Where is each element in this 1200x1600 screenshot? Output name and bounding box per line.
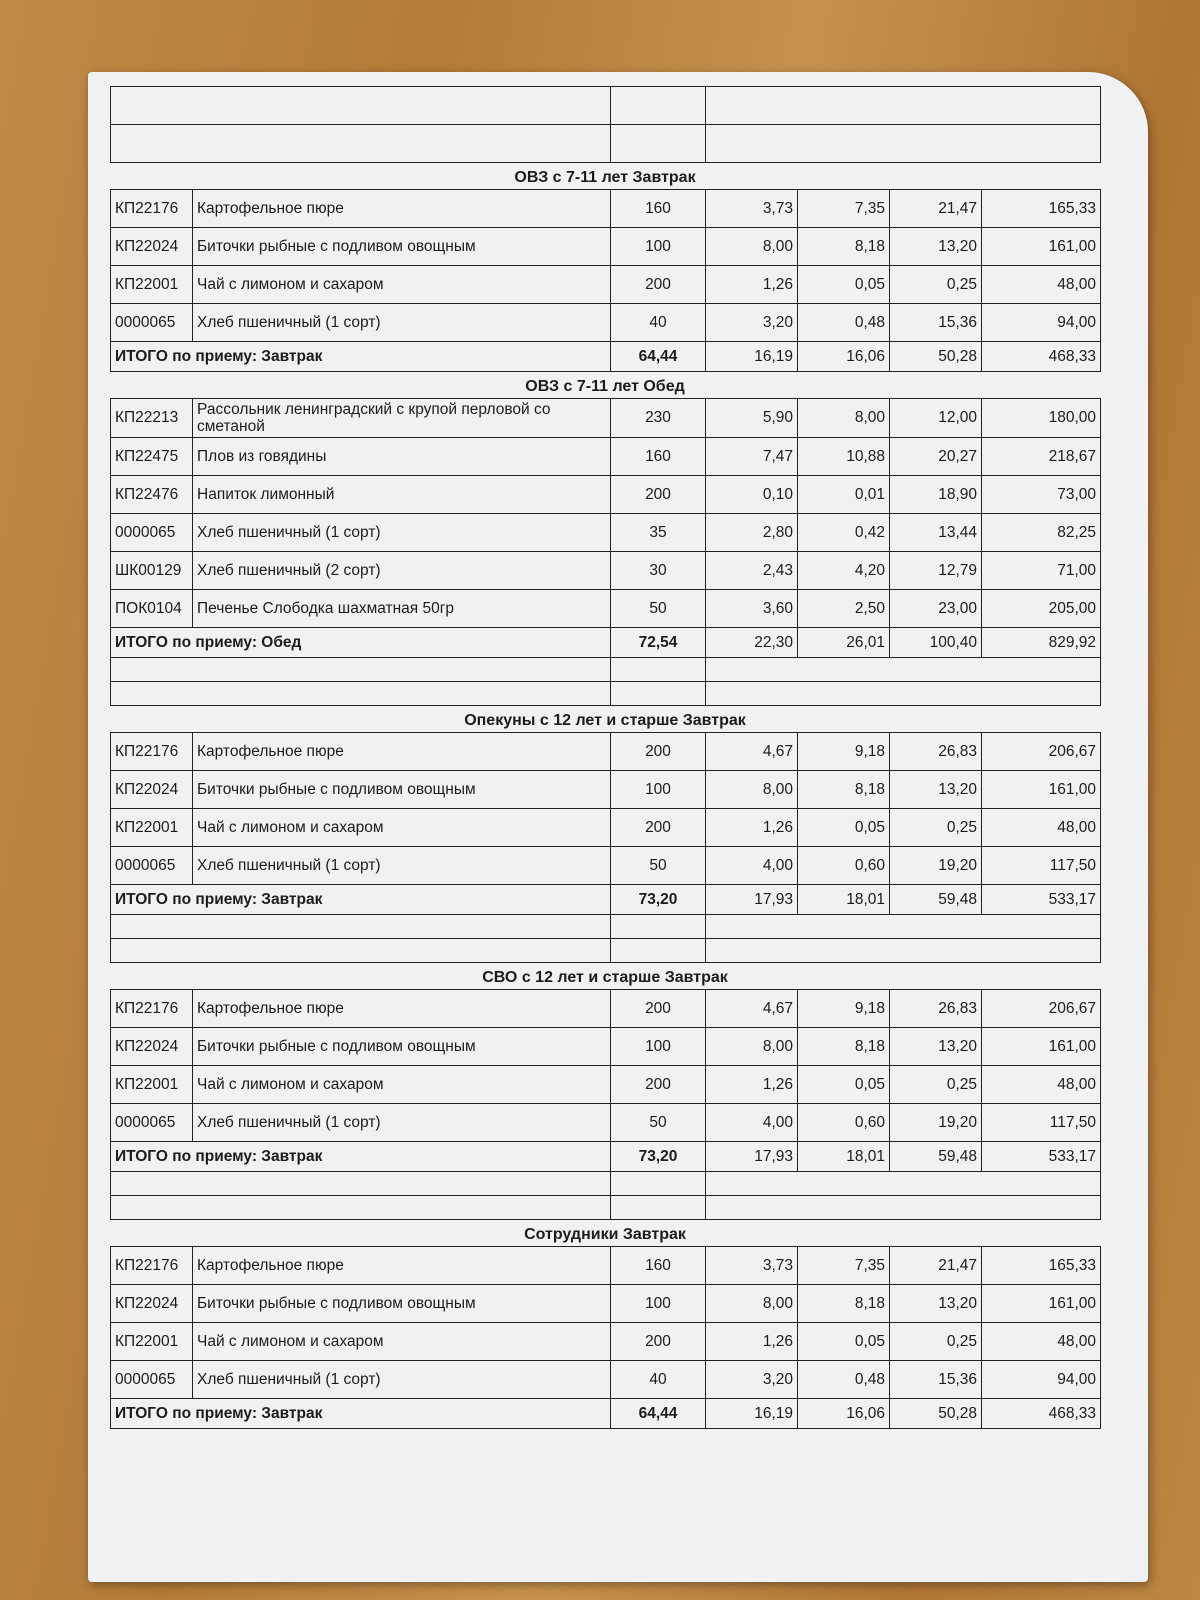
empty-cell	[111, 915, 611, 939]
table-row	[111, 552, 1101, 590]
total-label: ИТОГО по приему: Завтрак	[111, 342, 611, 372]
fat-value: 8,18	[798, 1028, 890, 1066]
dish-name: Напиток лимонный	[193, 476, 611, 514]
empty-cell	[706, 125, 1101, 163]
table-row	[111, 1285, 1101, 1323]
fat-value: 0,48	[798, 1361, 890, 1399]
dish-code: КП22001	[111, 266, 193, 304]
protein-value: 4,67	[706, 990, 798, 1028]
top-empty-table	[110, 86, 1101, 163]
dish-code: 0000065	[111, 1104, 193, 1142]
empty-cell	[611, 915, 706, 939]
dish-yield: 200	[611, 1323, 706, 1361]
empty-cell	[111, 1172, 611, 1196]
total-label: ИТОГО по приему: Обед	[111, 628, 611, 658]
carbs-value: 0,25	[890, 1323, 982, 1361]
dish-yield: 100	[611, 1028, 706, 1066]
energy-value: 82,25	[982, 514, 1101, 552]
fat-value: 0,05	[798, 1323, 890, 1361]
protein-value: 3,73	[706, 1247, 798, 1285]
table-row	[111, 809, 1101, 847]
empty-cell	[706, 87, 1101, 125]
dish-name: Хлеб пшеничный (2 сорт)	[193, 552, 611, 590]
dish-code: КП22176	[111, 733, 193, 771]
dish-code: КП22001	[111, 1323, 193, 1361]
empty-cell	[111, 125, 611, 163]
total-energy: 533,17	[982, 1142, 1101, 1172]
table-row	[111, 1104, 1101, 1142]
dish-yield: 200	[611, 266, 706, 304]
section-title: СВО с 12 лет и старше Завтрак	[482, 969, 728, 986]
empty-cell	[111, 939, 611, 963]
carbs-value: 13,20	[890, 771, 982, 809]
empty-cell	[611, 87, 706, 125]
dish-code: 0000065	[111, 847, 193, 885]
dish-name: Картофельное пюре	[193, 990, 611, 1028]
empty-cell	[611, 1196, 706, 1220]
empty-row	[111, 1172, 1101, 1196]
dish-yield: 160	[611, 190, 706, 228]
protein-value: 0,10	[706, 476, 798, 514]
carbs-value: 12,00	[890, 399, 982, 438]
empty-cell	[111, 1196, 611, 1220]
protein-value: 3,73	[706, 190, 798, 228]
table-row	[111, 228, 1101, 266]
empty-cell	[611, 1172, 706, 1196]
dish-code: КП22001	[111, 809, 193, 847]
energy-value: 161,00	[982, 228, 1101, 266]
table-row	[111, 514, 1101, 552]
fat-value: 0,42	[798, 514, 890, 552]
total-fat: 18,01	[798, 1142, 890, 1172]
table-row	[111, 1066, 1101, 1104]
table-row	[111, 990, 1101, 1028]
section-title: Сотрудники Завтрак	[524, 1226, 686, 1243]
menu-table	[110, 398, 1101, 706]
fat-value: 4,20	[798, 552, 890, 590]
fat-value: 7,35	[798, 1247, 890, 1285]
dish-yield: 200	[611, 990, 706, 1028]
table-row	[111, 399, 1101, 438]
protein-value: 8,00	[706, 1028, 798, 1066]
fat-value: 8,18	[798, 1285, 890, 1323]
energy-value: 94,00	[982, 1361, 1101, 1399]
dish-code: КП22176	[111, 190, 193, 228]
dish-name: Хлеб пшеничный (1 сорт)	[193, 847, 611, 885]
total-label: ИТОГО по приему: Завтрак	[111, 1399, 611, 1429]
energy-value: 117,50	[982, 847, 1101, 885]
protein-value: 2,43	[706, 552, 798, 590]
dish-yield: 50	[611, 590, 706, 628]
dish-name: Рассольник ленинградский с крупой перловой со сметаной	[193, 399, 611, 438]
dish-code: КП22476	[111, 476, 193, 514]
dish-yield: 160	[611, 1247, 706, 1285]
carbs-value: 13,20	[890, 1285, 982, 1323]
menu-table	[110, 189, 1101, 372]
energy-value: 205,00	[982, 590, 1101, 628]
empty-row	[111, 1196, 1101, 1220]
total-carbs: 100,40	[890, 628, 982, 658]
table-row	[111, 733, 1101, 771]
empty-row	[111, 682, 1101, 706]
dish-name: Хлеб пшеничный (1 сорт)	[193, 514, 611, 552]
empty-cell	[111, 87, 611, 125]
carbs-value: 19,20	[890, 1104, 982, 1142]
menu-document	[110, 86, 1100, 1429]
fat-value: 0,01	[798, 476, 890, 514]
energy-value: 48,00	[982, 266, 1101, 304]
table-row	[111, 1361, 1101, 1399]
fat-value: 2,50	[798, 590, 890, 628]
table-row	[111, 438, 1101, 476]
energy-value: 71,00	[982, 552, 1101, 590]
table-row	[111, 1247, 1101, 1285]
total-row	[111, 628, 1101, 658]
protein-value: 1,26	[706, 266, 798, 304]
protein-value: 8,00	[706, 1285, 798, 1323]
dish-yield: 200	[611, 809, 706, 847]
empty-row	[111, 939, 1101, 963]
dish-name: Биточки рыбные с подливом овощным	[193, 228, 611, 266]
dish-name: Хлеб пшеничный (1 сорт)	[193, 304, 611, 342]
protein-value: 1,26	[706, 809, 798, 847]
carbs-value: 12,79	[890, 552, 982, 590]
energy-value: 48,00	[982, 1323, 1101, 1361]
energy-value: 206,67	[982, 733, 1101, 771]
empty-row	[111, 658, 1101, 682]
dish-code: КП22024	[111, 771, 193, 809]
empty-cell	[706, 1172, 1101, 1196]
empty-cell	[611, 125, 706, 163]
total-row	[111, 342, 1101, 372]
total-protein: 17,93	[706, 885, 798, 915]
fat-value: 0,60	[798, 1104, 890, 1142]
protein-value: 3,20	[706, 304, 798, 342]
protein-value: 2,80	[706, 514, 798, 552]
energy-value: 206,67	[982, 990, 1101, 1028]
fat-value: 0,48	[798, 304, 890, 342]
fat-value: 8,00	[798, 399, 890, 438]
total-carbs: 59,48	[890, 1142, 982, 1172]
carbs-value: 23,00	[890, 590, 982, 628]
dish-name: Хлеб пшеничный (1 сорт)	[193, 1104, 611, 1142]
table-row	[111, 847, 1101, 885]
total-protein: 22,30	[706, 628, 798, 658]
fat-value: 8,18	[798, 771, 890, 809]
total-energy: 468,33	[982, 1399, 1101, 1429]
carbs-value: 0,25	[890, 809, 982, 847]
carbs-value: 13,20	[890, 228, 982, 266]
dish-code: КП22475	[111, 438, 193, 476]
table-row	[111, 304, 1101, 342]
dish-name: Картофельное пюре	[193, 190, 611, 228]
carbs-value: 15,36	[890, 1361, 982, 1399]
table-row	[111, 1323, 1101, 1361]
menu-sections	[110, 163, 1100, 1429]
dish-code: 0000065	[111, 1361, 193, 1399]
total-energy: 829,92	[982, 628, 1101, 658]
section-title: ОВЗ с 7-11 лет Завтрак	[514, 169, 696, 186]
carbs-value: 20,27	[890, 438, 982, 476]
energy-value: 73,00	[982, 476, 1101, 514]
dish-yield: 200	[611, 733, 706, 771]
empty-cell	[706, 682, 1101, 706]
fat-value: 9,18	[798, 733, 890, 771]
dish-code: КП22176	[111, 990, 193, 1028]
dish-yield: 100	[611, 771, 706, 809]
dish-code: 0000065	[111, 514, 193, 552]
dish-name: Плов из говядины	[193, 438, 611, 476]
dish-name: Чай с лимоном и сахаром	[193, 809, 611, 847]
carbs-value: 21,47	[890, 190, 982, 228]
protein-value: 7,47	[706, 438, 798, 476]
energy-value: 180,00	[982, 399, 1101, 438]
dish-yield: 160	[611, 438, 706, 476]
dish-yield: 230	[611, 399, 706, 438]
dish-yield: 30	[611, 552, 706, 590]
total-carbs: 50,28	[890, 1399, 982, 1429]
empty-cell	[111, 682, 611, 706]
empty-row	[111, 915, 1101, 939]
table-row	[111, 266, 1101, 304]
fat-value: 8,18	[798, 228, 890, 266]
dish-name: Биточки рыбные с подливом овощным	[193, 1285, 611, 1323]
dish-code: 0000065	[111, 304, 193, 342]
dish-code: ПОК0104	[111, 590, 193, 628]
total-price: 72,54	[611, 628, 706, 658]
protein-value: 1,26	[706, 1323, 798, 1361]
carbs-value: 26,83	[890, 990, 982, 1028]
dish-code: КП22024	[111, 1028, 193, 1066]
total-energy: 468,33	[982, 342, 1101, 372]
dish-name: Биточки рыбные с подливом овощным	[193, 771, 611, 809]
empty-cell	[111, 658, 611, 682]
fat-value: 9,18	[798, 990, 890, 1028]
dish-code: КП22024	[111, 1285, 193, 1323]
empty-cell	[706, 915, 1101, 939]
carbs-value: 26,83	[890, 733, 982, 771]
carbs-value: 0,25	[890, 266, 982, 304]
protein-value: 4,67	[706, 733, 798, 771]
empty-cell	[706, 939, 1101, 963]
dish-name: Чай с лимоном и сахаром	[193, 1323, 611, 1361]
dish-yield: 100	[611, 1285, 706, 1323]
total-label: ИТОГО по приему: Завтрак	[111, 885, 611, 915]
dish-yield: 100	[611, 228, 706, 266]
dish-code: КП22024	[111, 228, 193, 266]
energy-value: 161,00	[982, 771, 1101, 809]
table-row	[111, 590, 1101, 628]
dish-yield: 40	[611, 304, 706, 342]
menu-table	[110, 989, 1101, 1220]
protein-value: 4,00	[706, 1104, 798, 1142]
total-label: ИТОГО по приему: Завтрак	[111, 1142, 611, 1172]
total-price: 73,20	[611, 1142, 706, 1172]
total-row	[111, 1142, 1101, 1172]
dish-code: КП22176	[111, 1247, 193, 1285]
dish-code: ШК00129	[111, 552, 193, 590]
total-row	[111, 1399, 1101, 1429]
empty-cell	[611, 658, 706, 682]
dish-name: Хлеб пшеничный (1 сорт)	[193, 1361, 611, 1399]
total-protein: 16,19	[706, 1399, 798, 1429]
energy-value: 48,00	[982, 809, 1101, 847]
section-title: Опекуны с 12 лет и старше Завтрак	[464, 712, 746, 729]
dish-yield: 200	[611, 1066, 706, 1104]
section-title: ОВЗ с 7-11 лет Обед	[525, 378, 685, 395]
protein-value: 3,20	[706, 1361, 798, 1399]
carbs-value: 0,25	[890, 1066, 982, 1104]
total-price: 64,44	[611, 342, 706, 372]
protein-value: 5,90	[706, 399, 798, 438]
menu-table	[110, 732, 1101, 963]
empty-cell	[706, 1196, 1101, 1220]
dish-yield: 50	[611, 847, 706, 885]
carbs-value: 21,47	[890, 1247, 982, 1285]
energy-value: 94,00	[982, 304, 1101, 342]
total-fat: 16,06	[798, 1399, 890, 1429]
carbs-value: 13,44	[890, 514, 982, 552]
carbs-value: 13,20	[890, 1028, 982, 1066]
energy-value: 165,33	[982, 190, 1101, 228]
table-row	[111, 190, 1101, 228]
protein-value: 8,00	[706, 771, 798, 809]
total-price: 64,44	[611, 1399, 706, 1429]
fat-value: 7,35	[798, 190, 890, 228]
empty-cell	[611, 939, 706, 963]
fat-value: 0,60	[798, 847, 890, 885]
dish-code: КП22213	[111, 399, 193, 438]
dish-name: Картофельное пюре	[193, 1247, 611, 1285]
empty-cell	[611, 682, 706, 706]
dish-yield: 50	[611, 1104, 706, 1142]
total-fat: 18,01	[798, 885, 890, 915]
total-fat: 16,06	[798, 342, 890, 372]
dish-yield: 40	[611, 1361, 706, 1399]
protein-value: 4,00	[706, 847, 798, 885]
table-row	[111, 476, 1101, 514]
protein-value: 8,00	[706, 228, 798, 266]
fat-value: 0,05	[798, 809, 890, 847]
dish-name: Чай с лимоном и сахаром	[193, 1066, 611, 1104]
fat-value: 0,05	[798, 266, 890, 304]
dish-name: Чай с лимоном и сахаром	[193, 266, 611, 304]
total-price: 73,20	[611, 885, 706, 915]
carbs-value: 18,90	[890, 476, 982, 514]
total-carbs: 59,48	[890, 885, 982, 915]
dish-name: Картофельное пюре	[193, 733, 611, 771]
energy-value: 117,50	[982, 1104, 1101, 1142]
empty-cell	[706, 658, 1101, 682]
carbs-value: 15,36	[890, 304, 982, 342]
dish-yield: 200	[611, 476, 706, 514]
energy-value: 161,00	[982, 1028, 1101, 1066]
energy-value: 218,67	[982, 438, 1101, 476]
dish-name: Печенье Слободка шахматная 50гр	[193, 590, 611, 628]
protein-value: 3,60	[706, 590, 798, 628]
energy-value: 161,00	[982, 1285, 1101, 1323]
total-protein: 17,93	[706, 1142, 798, 1172]
total-fat: 26,01	[798, 628, 890, 658]
dish-code: КП22001	[111, 1066, 193, 1104]
energy-value: 48,00	[982, 1066, 1101, 1104]
table-row	[111, 771, 1101, 809]
total-row	[111, 885, 1101, 915]
total-protein: 16,19	[706, 342, 798, 372]
dish-yield: 35	[611, 514, 706, 552]
protein-value: 1,26	[706, 1066, 798, 1104]
table-row	[111, 1028, 1101, 1066]
energy-value: 165,33	[982, 1247, 1101, 1285]
total-carbs: 50,28	[890, 342, 982, 372]
fat-value: 0,05	[798, 1066, 890, 1104]
fat-value: 10,88	[798, 438, 890, 476]
total-energy: 533,17	[982, 885, 1101, 915]
carbs-value: 19,20	[890, 847, 982, 885]
menu-table	[110, 1246, 1101, 1429]
dish-name: Биточки рыбные с подливом овощным	[193, 1028, 611, 1066]
